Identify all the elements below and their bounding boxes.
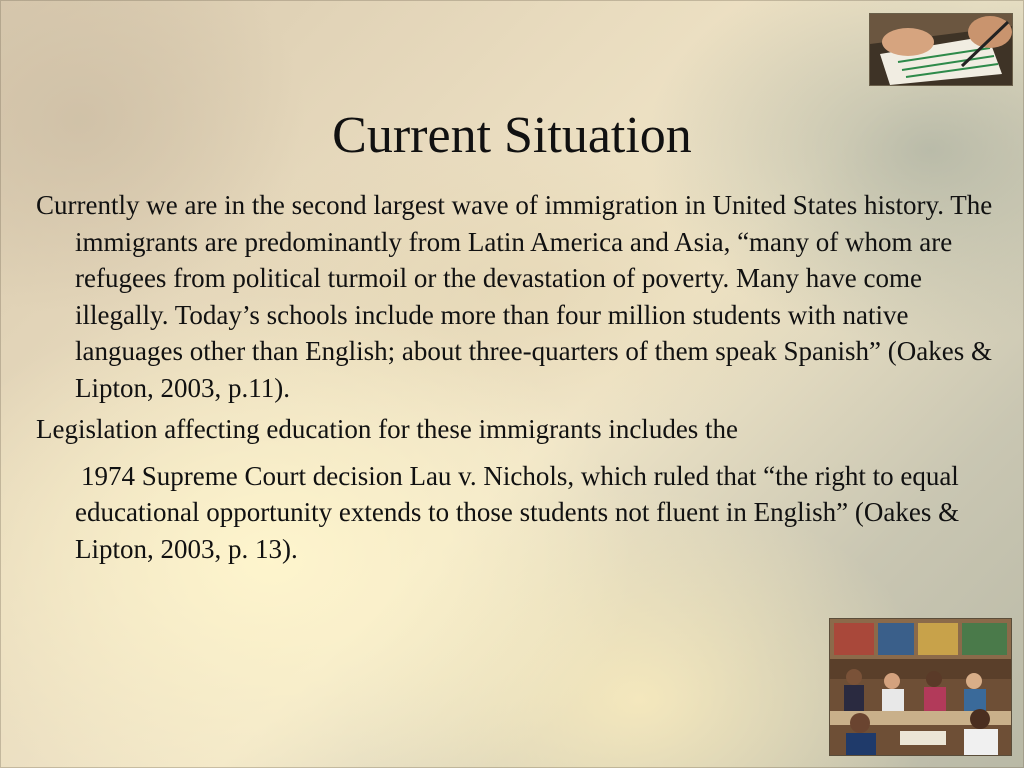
- classroom-students-photo: [829, 618, 1012, 756]
- slide-body: [36, 187, 996, 567]
- paragraph-immigration-wave: Currently we are in the second largest wave of immigration in United States history. The immigrants are predominantly from Latin America and Asia, “many of whom are refugees from political turmoil or the devastation of poverty. Many have come illegally. Today’s schools include more than four million students with native languages other than English; about three-quarters of them speak Spanish” (Oakes & Lipton, 2003, p.11).: [36, 190, 993, 403]
- test-taking-photo: [869, 13, 1013, 86]
- slide-title: Current Situation: [332, 107, 692, 164]
- paragraph-lau-v-nichols: 1974 Supreme Court decision Lau v. Nichols, which ruled that “the right to equal educational opportunity extends to those students not fluent in English” (Oakes & Lipton, 2003, p. 13).: [75, 460, 960, 564]
- paragraph-legislation: Legislation affecting education for these immigrants includes the: [36, 414, 739, 444]
